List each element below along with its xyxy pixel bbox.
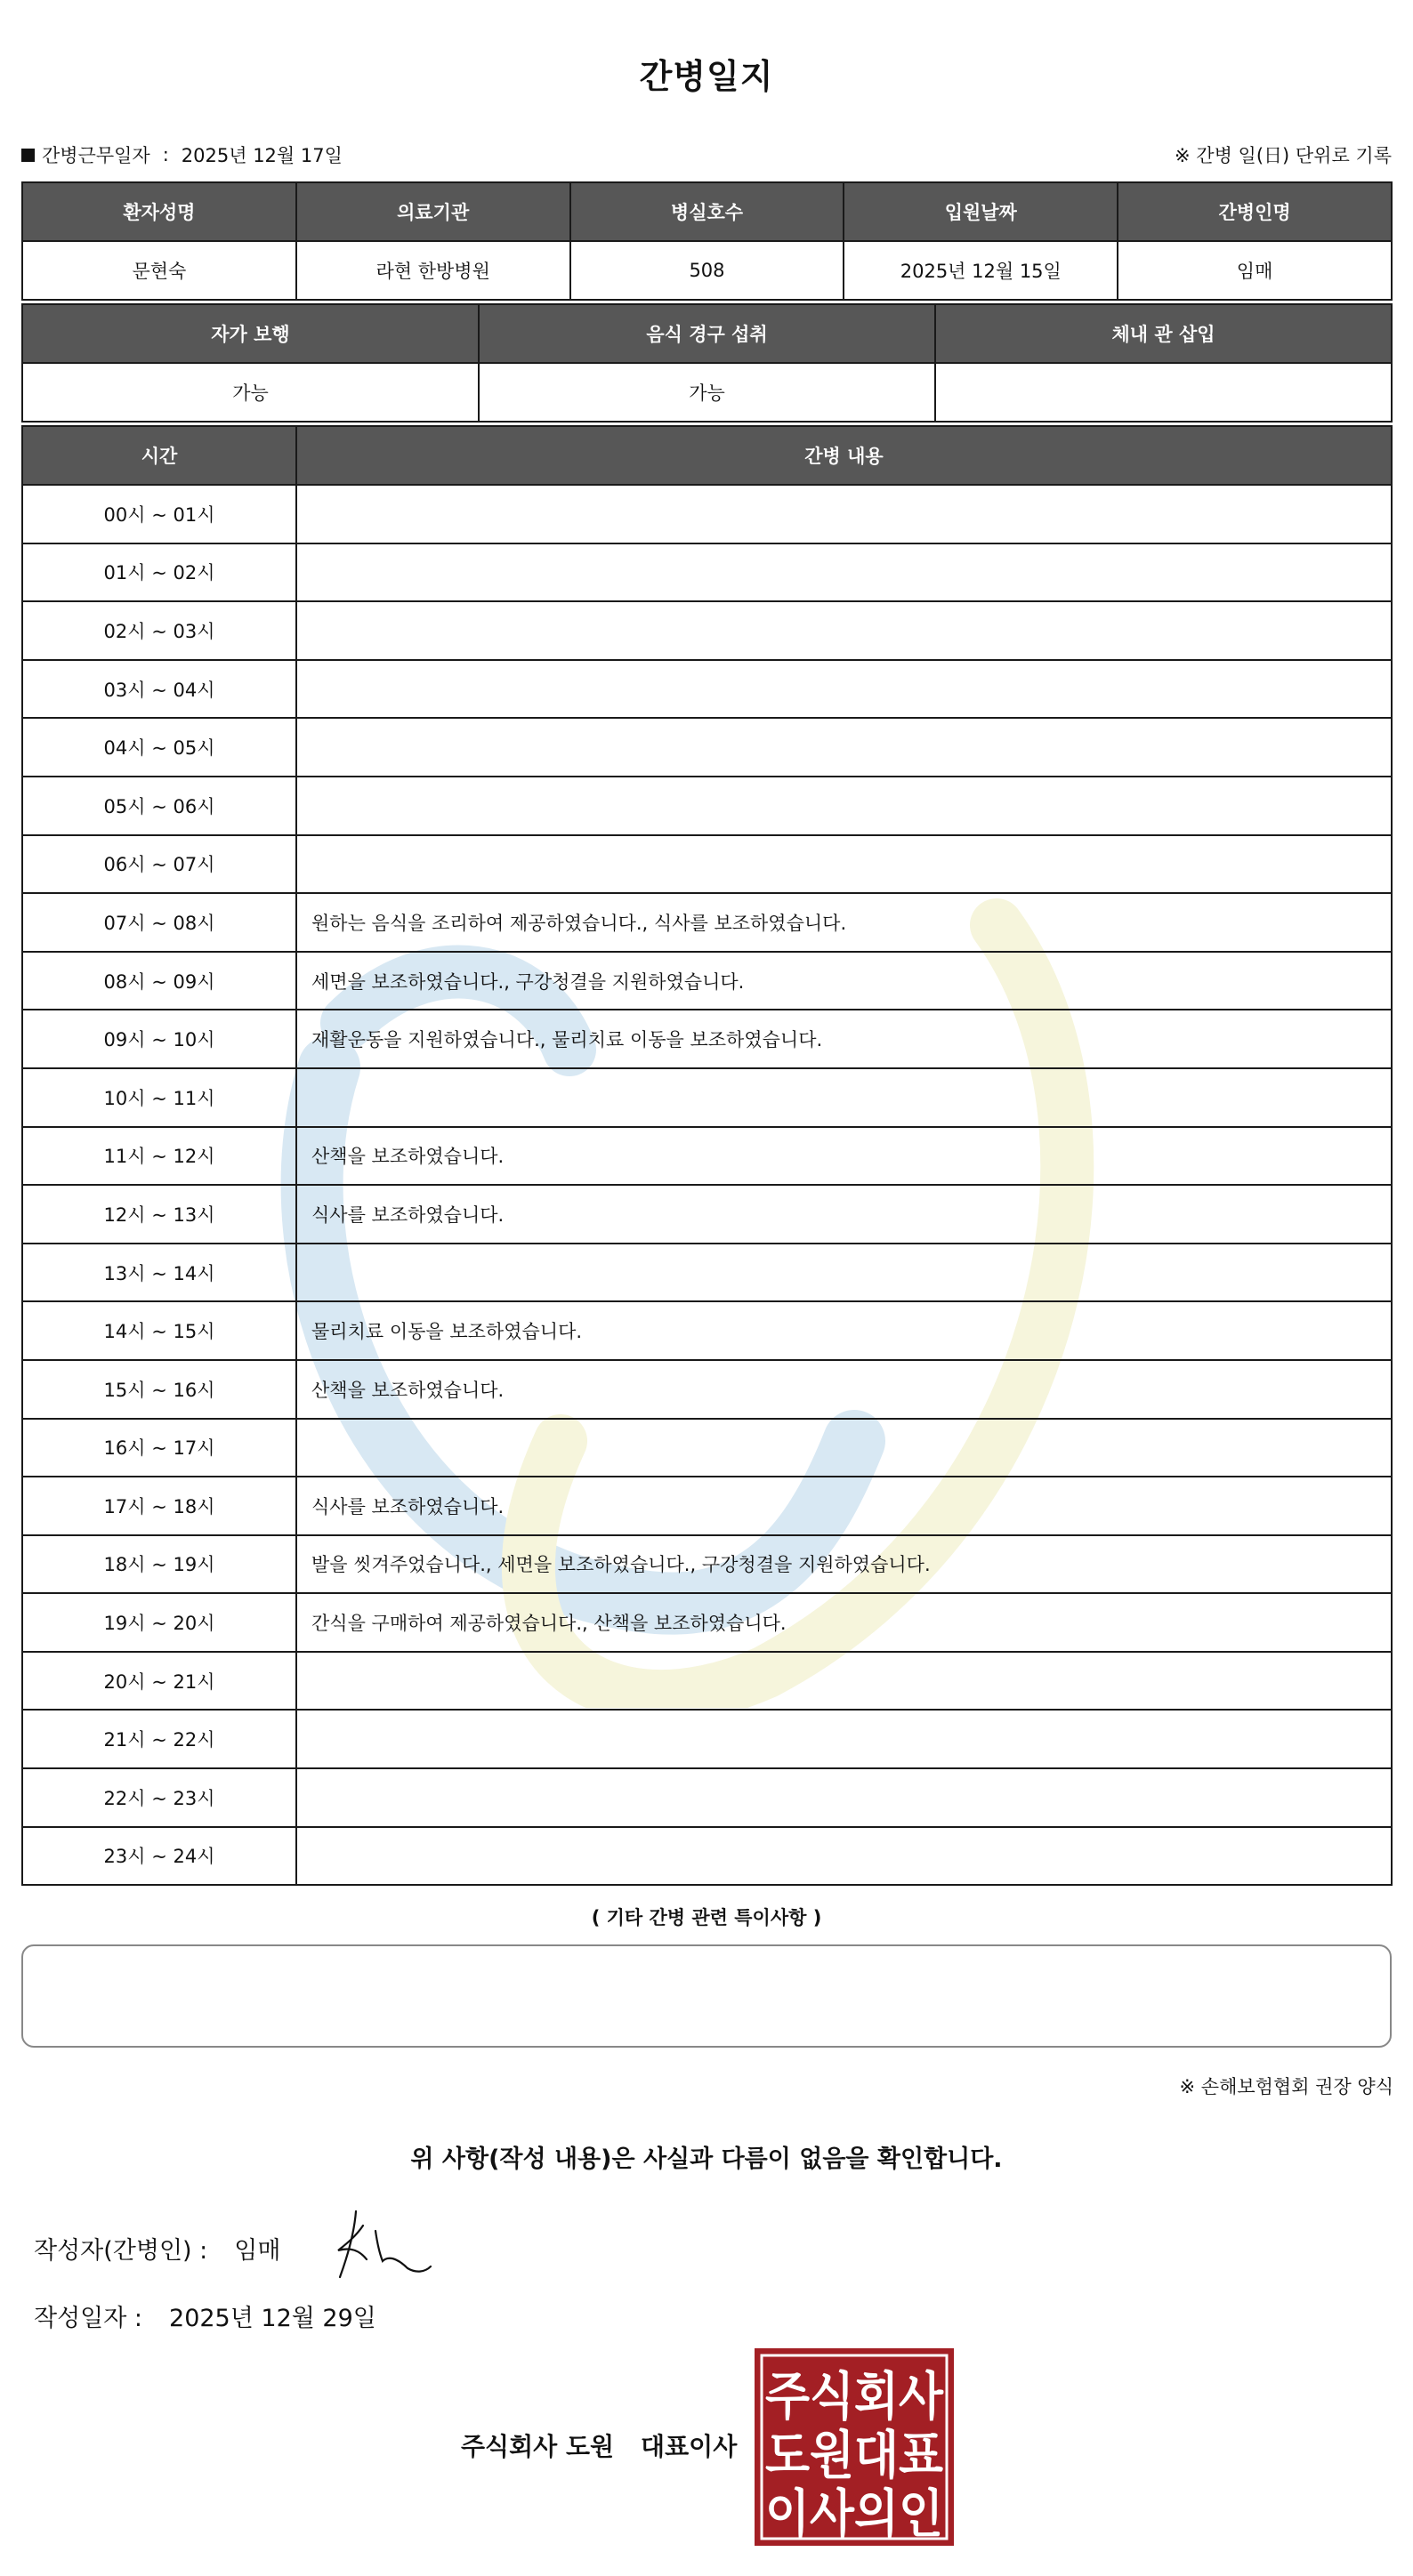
care-log-row	[22, 777, 1392, 835]
patient-name: 문현숙	[22, 241, 296, 300]
work-date	[21, 141, 343, 168]
care-log-time: 19시 ~ 20시	[22, 1593, 296, 1652]
care-log-row	[22, 1301, 1392, 1360]
care-log-time: 17시 ~ 18시	[22, 1477, 296, 1535]
care-log-content	[296, 1768, 1392, 1827]
header-time: 시간	[22, 426, 296, 485]
written-date-value: 2025년 12월 29일	[169, 2305, 376, 2332]
care-log-row	[22, 1419, 1392, 1477]
work-date-value: 2025년 12월 17일	[181, 145, 343, 166]
patient-status-header-row	[22, 304, 1392, 363]
care-log-time: 07시 ~ 08시	[22, 893, 296, 952]
room-number: 508	[570, 241, 844, 300]
oral-intake: 가능	[479, 363, 935, 422]
care-log-content	[296, 601, 1392, 660]
care-log-row	[22, 1185, 1392, 1244]
care-log-content	[296, 835, 1392, 894]
care-log-body	[22, 485, 1392, 1885]
care-log-content	[296, 1652, 1392, 1711]
recommend-note: ※ 손해보험협회 권장 양식	[1179, 2076, 1393, 2097]
care-log-content: 산책을 보조하였습니다.	[296, 1127, 1392, 1186]
care-log-content: 원하는 음식을 조리하여 제공하였습니다., 식사를 보조하였습니다.	[296, 893, 1392, 952]
care-log-time: 05시 ~ 06시	[22, 777, 296, 835]
header-admission-date: 입원날짜	[844, 182, 1118, 241]
writer-label: 작성자(간병인) :	[34, 2237, 208, 2265]
seal-line-3: 이사의인	[765, 2483, 943, 2544]
care-log-row	[22, 1768, 1392, 1827]
care-log-row	[22, 1827, 1392, 1886]
care-log-row	[22, 485, 1392, 543]
care-log-content: 세면을 보조하였습니다., 구강청결을 지원하였습니다.	[296, 952, 1392, 1010]
care-log-time: 13시 ~ 14시	[22, 1244, 296, 1302]
care-log-row	[22, 718, 1392, 777]
care-log-row	[22, 835, 1392, 894]
care-log-time: 00시 ~ 01시	[22, 485, 296, 543]
care-log-row	[22, 1360, 1392, 1419]
institution: 라현 한방병원	[296, 241, 570, 300]
care-log-time: 06시 ~ 07시	[22, 835, 296, 894]
care-log-table	[21, 425, 1393, 1886]
care-log-time: 10시 ~ 11시	[22, 1068, 296, 1127]
care-log-time: 11시 ~ 12시	[22, 1127, 296, 1186]
care-log-row	[22, 1010, 1392, 1068]
company-line	[461, 2427, 737, 2463]
care-log-row	[22, 1127, 1392, 1186]
caregiver-name: 임매	[1118, 241, 1392, 300]
care-log-time: 08시 ~ 09시	[22, 952, 296, 1010]
work-date-label: 간병근무일자	[42, 145, 150, 166]
care-log-content	[296, 543, 1392, 602]
care-log-content: 식사를 보조하였습니다.	[296, 1185, 1392, 1244]
care-log-time: 20시 ~ 21시	[22, 1652, 296, 1711]
header-self-walking: 자가 보행	[22, 304, 479, 363]
patient-info-value-row	[22, 241, 1392, 300]
care-log-content: 식사를 보조하였습니다.	[296, 1477, 1392, 1535]
care-log-row	[22, 1535, 1392, 1594]
care-log-row	[22, 1244, 1392, 1302]
care-log-time: 14시 ~ 15시	[22, 1301, 296, 1360]
patient-status-value-row	[22, 363, 1392, 422]
writer-name: 임매	[234, 2237, 281, 2265]
patient-status-table	[21, 303, 1393, 423]
written-date-line	[34, 2298, 376, 2333]
header-tube-insertion: 체내 관 삽입	[935, 304, 1392, 363]
care-log-time: 03시 ~ 04시	[22, 660, 296, 719]
header-institution: 의료기관	[296, 182, 570, 241]
header-room-number: 병실호수	[570, 182, 844, 241]
care-log-time: 01시 ~ 02시	[22, 543, 296, 602]
care-log-content	[296, 485, 1392, 543]
care-log-row	[22, 893, 1392, 952]
care-log-content: 간식을 구매하여 제공하였습니다., 산책을 보조하였습니다.	[296, 1593, 1392, 1652]
care-log-header-row	[22, 426, 1392, 485]
care-log-time: 21시 ~ 22시	[22, 1710, 296, 1768]
care-log-content	[296, 660, 1392, 719]
record-unit-note: ※ 간병 일(日) 단위로 기록	[1175, 145, 1392, 166]
care-log-content	[296, 718, 1392, 777]
patient-info-table	[21, 181, 1393, 301]
care-log-row	[22, 660, 1392, 719]
care-log-time: 04시 ~ 05시	[22, 718, 296, 777]
work-date-separator: :	[162, 144, 169, 165]
care-log-row	[22, 543, 1392, 602]
handwritten-signature	[320, 2204, 436, 2284]
company-representative: 대표이사	[641, 2432, 738, 2461]
confirmation-statement: 위 사항(작성 내용)은 사실과 다름이 없음을 확인합니다.	[410, 2145, 1003, 2173]
square-bullet-icon	[21, 149, 35, 162]
seal-line-1: 주식회사	[765, 2366, 944, 2427]
seal-line-2: 도원대표	[765, 2425, 943, 2485]
care-log-content: 재활운동을 지원하였습니다., 물리치료 이동을 보조하였습니다.	[296, 1010, 1392, 1068]
care-log-content	[296, 777, 1392, 835]
care-log-time: 09시 ~ 10시	[22, 1010, 296, 1068]
care-log-content	[296, 1419, 1392, 1477]
header-oral-intake: 음식 경구 섭취	[479, 304, 935, 363]
writer-line	[34, 2231, 280, 2266]
patient-info-header-row	[22, 182, 1392, 241]
care-log-time: 23시 ~ 24시	[22, 1827, 296, 1886]
care-log-row	[22, 1710, 1392, 1768]
company-seal-stamp	[755, 2348, 954, 2546]
care-log-time: 02시 ~ 03시	[22, 601, 296, 660]
care-log-time: 18시 ~ 19시	[22, 1535, 296, 1594]
care-log-time: 16시 ~ 17시	[22, 1419, 296, 1477]
page-title: 간병일지	[639, 57, 774, 96]
header-patient-name: 환자성명	[22, 182, 296, 241]
care-log-content	[296, 1827, 1392, 1886]
care-log-content: 물리치료 이동을 보조하였습니다.	[296, 1301, 1392, 1360]
care-log-row	[22, 952, 1392, 1010]
care-log-content: 산책을 보조하였습니다.	[296, 1360, 1392, 1419]
care-log-content	[296, 1710, 1392, 1768]
care-log-time: 12시 ~ 13시	[22, 1185, 296, 1244]
admission-date: 2025년 12월 15일	[844, 241, 1118, 300]
care-log-row	[22, 1652, 1392, 1711]
meta-row	[21, 139, 1392, 171]
care-log-row	[22, 1477, 1392, 1535]
care-log-content	[296, 1244, 1392, 1302]
care-log-row	[22, 601, 1392, 660]
care-log-time: 22시 ~ 23시	[22, 1768, 296, 1827]
company-name: 주식회사 도원	[461, 2432, 615, 2461]
written-date-label: 작성일자 :	[34, 2305, 143, 2332]
care-log-content: 발을 씻겨주었습니다., 세면을 보조하였습니다., 구강청결을 지원하였습니다.	[296, 1535, 1392, 1594]
remarks-box	[21, 1944, 1392, 2048]
care-log-content	[296, 1068, 1392, 1127]
self-walking: 가능	[22, 363, 479, 422]
care-log-row	[22, 1068, 1392, 1127]
care-log-time: 15시 ~ 16시	[22, 1360, 296, 1419]
header-care-content: 간병 내용	[296, 426, 1392, 485]
remarks-title: ( 기타 간병 관련 특이사항 )	[591, 1907, 822, 1928]
header-caregiver-name: 간병인명	[1118, 182, 1392, 241]
care-log-row	[22, 1593, 1392, 1652]
tube-insertion	[935, 363, 1392, 422]
